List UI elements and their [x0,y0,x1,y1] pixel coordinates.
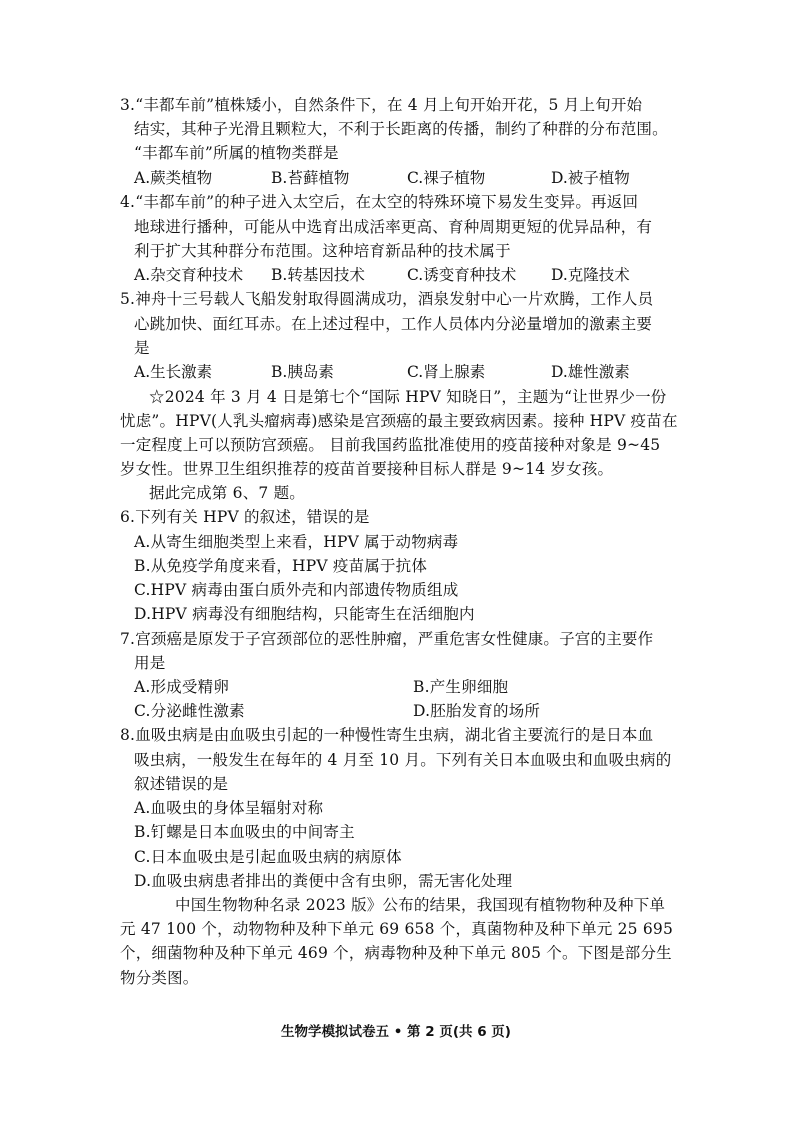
q6-option-d: D.HPV 病毒没有细胞结构，只能寄生在活细胞内 [134,605,475,623]
q8-stem-line-3: 叙述错误的是 [134,775,229,793]
q7-stem-line-2: 用是 [134,654,166,672]
q4-stem-line-2: 地球进行播种，可能从中选育出成活率更高、育种周期更短的优异品种，有 [134,218,653,236]
q5-stem-line-3: 是 [134,339,150,357]
q5-option-a: A.生长激素 [134,363,213,381]
q7-option-a: A.形成受精卵 [134,678,230,696]
page-footer: 生物学模拟试卷五 • 第 2 页(共 6 页) [281,1024,511,1040]
q4-stem-line-3: 利于扩大其种群分布范围。这种培育新品种的技术属于 [134,242,511,260]
q5-option-c: C.肾上腺素 [407,363,486,381]
q7-option-c: C.分泌雌性激素 [134,702,245,720]
q3-stem-line-3: “丰都车前”所属的植物类群是 [134,144,339,162]
q3-stem-line-1: 3.“丰都车前”植株矮小，自然条件下，在 4 月上旬开始开花，5 月上旬开始 [120,96,643,114]
q6-option-a: A.从寄生细胞类型上来看，HPV 属于动物病毒 [134,533,459,551]
q3-option-c: C.裸子植物 [407,169,486,187]
species-passage-line-2: 元 47 100 个，动物物种及种下单元 69 658 个，真菌物种及种下单元 25 695 [120,920,674,938]
q4-stem-line-1: 4.“丰都车前”的种子进入太空后，在太空的特殊环境下易发生变异。再返回 [120,193,639,211]
q8-stem-line-2: 吸虫病，一般发生在每年的 4 月至 10 月。下列有关日本血吸虫和血吸虫病的 [134,751,672,769]
q4-option-c: C.诱变育种技术 [407,266,517,284]
q3-option-d: D.被子植物 [551,169,630,187]
q7-option-d: D.胚胎发育的场所 [413,702,541,720]
q7-option-b: B.产生卵细胞 [413,678,509,696]
q8-stem-line-1: 8.血吸虫病是由血吸虫引起的一种慢性寄生虫病，湖北省主要流行的是日本血 [120,726,654,744]
q6-option-b: B.从免疫学角度来看，HPV 疫苗属于抗体 [134,557,428,575]
species-passage-line-1: 中国生物物种名录 2023 版》公布的结果，我国现有植物物种及种下单 [175,896,666,914]
hpv-passage-instruction: 据此完成第 6、7 题。 [149,484,305,502]
q5-option-b: B.胰岛素 [271,363,334,381]
hpv-passage-line-2: 忧虑”。HPV(人乳头瘤病毒)感染是宫颈癌的最主要致病因素。接种 HPV 疫苗在 [120,412,678,430]
q7-stem-line-1: 7.宫颈癌是原发于子宫颈部位的恶性肿瘤，严重危害女性健康。子宫的主要作 [120,630,654,648]
species-passage-line-4: 物分类图。 [120,969,199,987]
q3-option-a: A.蕨类植物 [134,169,213,187]
q5-stem-line-2: 心跳加快、面红耳赤。在上述过程中，工作人员体内分泌量增加的激素主要 [134,315,653,333]
q8-option-c: C.日本血吸虫是引起血吸虫病的病原体 [134,848,402,866]
q4-option-b: B.转基因技术 [271,266,365,284]
q3-option-b: B.苔藓植物 [271,169,350,187]
q8-option-a: A.血吸虫的身体呈辐射对称 [134,799,324,817]
q6-stem: 6.下列有关 HPV 的叙述，错误的是 [120,508,370,526]
hpv-passage-line-1: ☆2024 年 3 月 4 日是第七个“国际 HPV 知晓日”，主题为“让世界少一份 [149,388,667,406]
q8-option-b: B.钉螺是日本血吸虫的中间寄主 [134,823,355,841]
q4-option-d: D.克隆技术 [551,266,630,284]
q5-stem-line-1: 5.神舟十三号载人飞船发射取得圆满成功，酒泉发射中心一片欢腾，工作人员 [120,290,654,308]
hpv-passage-line-4: 岁女性。世界卫生组织推荐的疫苗首要接种目标人群是 9~14 岁女孩。 [120,460,614,478]
q8-option-d: D.血吸虫病患者排出的粪便中含有虫卵，需无害化处理 [134,872,513,890]
q6-option-c: C.HPV 病毒由蛋白质外壳和内部遗传物质组成 [134,581,459,599]
q5-option-d: D.雄性激素 [551,363,630,381]
species-passage-line-3: 个，细菌物种及种下单元 469 个，病毒物种及种下单元 805 个。下图是部分生 [120,944,672,962]
q4-option-a: A.杂交育种技术 [134,266,244,284]
q3-stem-line-2: 结实，其种子光滑且颗粒大，不利于长距离的传播，制约了种群的分布范围。 [134,120,668,138]
hpv-passage-line-3: 一定程度上可以预防宫颈癌。 目前我国药监批准使用的疫苗接种对象是 9~45 [120,436,661,454]
